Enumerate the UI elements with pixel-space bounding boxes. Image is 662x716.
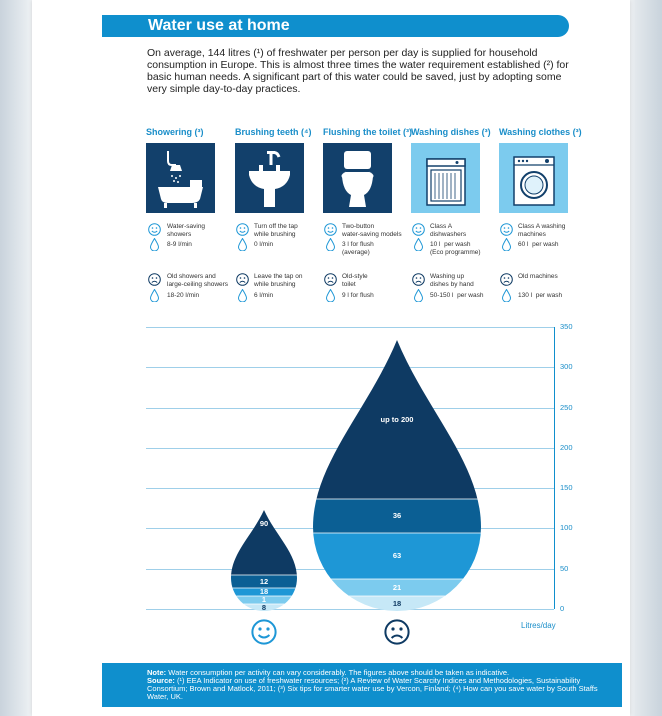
showering-good-text: Water-saving showers [167,223,206,238]
brushing-bad-text: Leave the tap on while brushing [254,273,303,288]
segment-label: 21 [392,582,402,592]
water-drop-wasteful [311,338,483,611]
toilet-bad-text: Old-style toilet [342,273,368,288]
happy-face-icon [251,619,277,645]
showering-good-value: 8-9 l/min [167,241,192,248]
intro-paragraph: On average, 144 litres (¹) of freshwater per person per day is supplied for household consumption in Europe. This is almost three times the water requirement established (²) for basic human needs. A significant part of this water could be saved, just by adopting some very simple day-to-day practices. [147,47,569,95]
brushing-bad-value: 6 l/min [254,292,274,299]
note-text: Water consumption per activity can vary considerably. The figures above should be taken as indicative. [168,668,510,677]
segment-label: 36 [392,511,402,520]
category-title-clothes: Washing clothes (³) [499,127,582,137]
y-tick-label: 350 [560,322,573,331]
segment-label: up to 200 [380,415,414,424]
toilet-bad-value: 9 l for flush [342,292,374,299]
clothes-bad-value: 130 l per wash [518,292,563,299]
segment-label: 18 [259,587,269,596]
dishes-good-text: Class A dishwashers [430,223,467,238]
category-title-toilet: Flushing the toilet (³) [323,127,412,137]
brushing-good-text: Turn off the tap while brushing [254,223,298,238]
segment-label: 12 [259,576,269,586]
y-axis-unit: Litres/day [521,621,556,630]
y-tick-label: 100 [560,523,573,533]
segment-label: 1 [261,595,267,604]
toilet-good-value: 3 l for flush (average) [342,241,374,256]
y-tick-label: 150 [560,483,573,493]
dishes-good-value: 10 l per wash (Eco programme) [430,241,481,256]
sad-face-icon [384,619,410,645]
toilet-good-text: Two-button water-saving models [342,223,402,238]
y-tick-label: 0 [560,604,565,613]
y-tick-label: 300 [560,362,573,372]
source-text: (¹) EEA Indicator on use of freshwater resources; (²) A Review of Water Scarcity Indices and Methodologies, Sustainability Consortium; Brown and Matlock, 2011; (³) Six tips for smarter water use by Vercon, Finland; (⁴) How can you save water by South Staffs Water, UK. [147,676,598,701]
category-title-dishes: Washing dishes (³) [411,127,491,137]
water-drops-chart [32,0,630,716]
page-title: Water use at home [148,17,290,34]
brushing-good-value: 0 l/min [254,241,274,248]
showering-bad-value: 18-20 l/min [167,292,200,299]
y-tick-label: 250 [560,402,573,412]
clothes-good-value: 60 l per wash [518,241,559,248]
y-tick-label: 200 [560,442,573,452]
segment-label: 63 [392,551,402,560]
category-title-brushing: Brushing teeth (⁴) [235,127,312,137]
dishes-bad-value: 50-150 l per wash [430,292,484,299]
dishes-bad-text: Washing up dishes by hand [430,273,474,288]
clothes-bad-text: Old machines [518,273,558,280]
segment-label: 90 [259,519,269,528]
footer-text [147,669,607,701]
category-title-showering: Showering (³) [146,127,204,137]
page [32,0,630,716]
y-tick-label: 50 [560,563,569,573]
clothes-good-text: Class A washing machines [518,223,566,238]
showering-bad-text: Old showers and large-ceiling showers [167,273,229,288]
source-label: Source: [147,676,175,685]
note-label: Note: [147,668,167,677]
y-axis-line [554,327,555,609]
footer-note-box [102,663,622,707]
segment-label: 18 [392,598,402,608]
segment-label: 8 [261,602,267,612]
